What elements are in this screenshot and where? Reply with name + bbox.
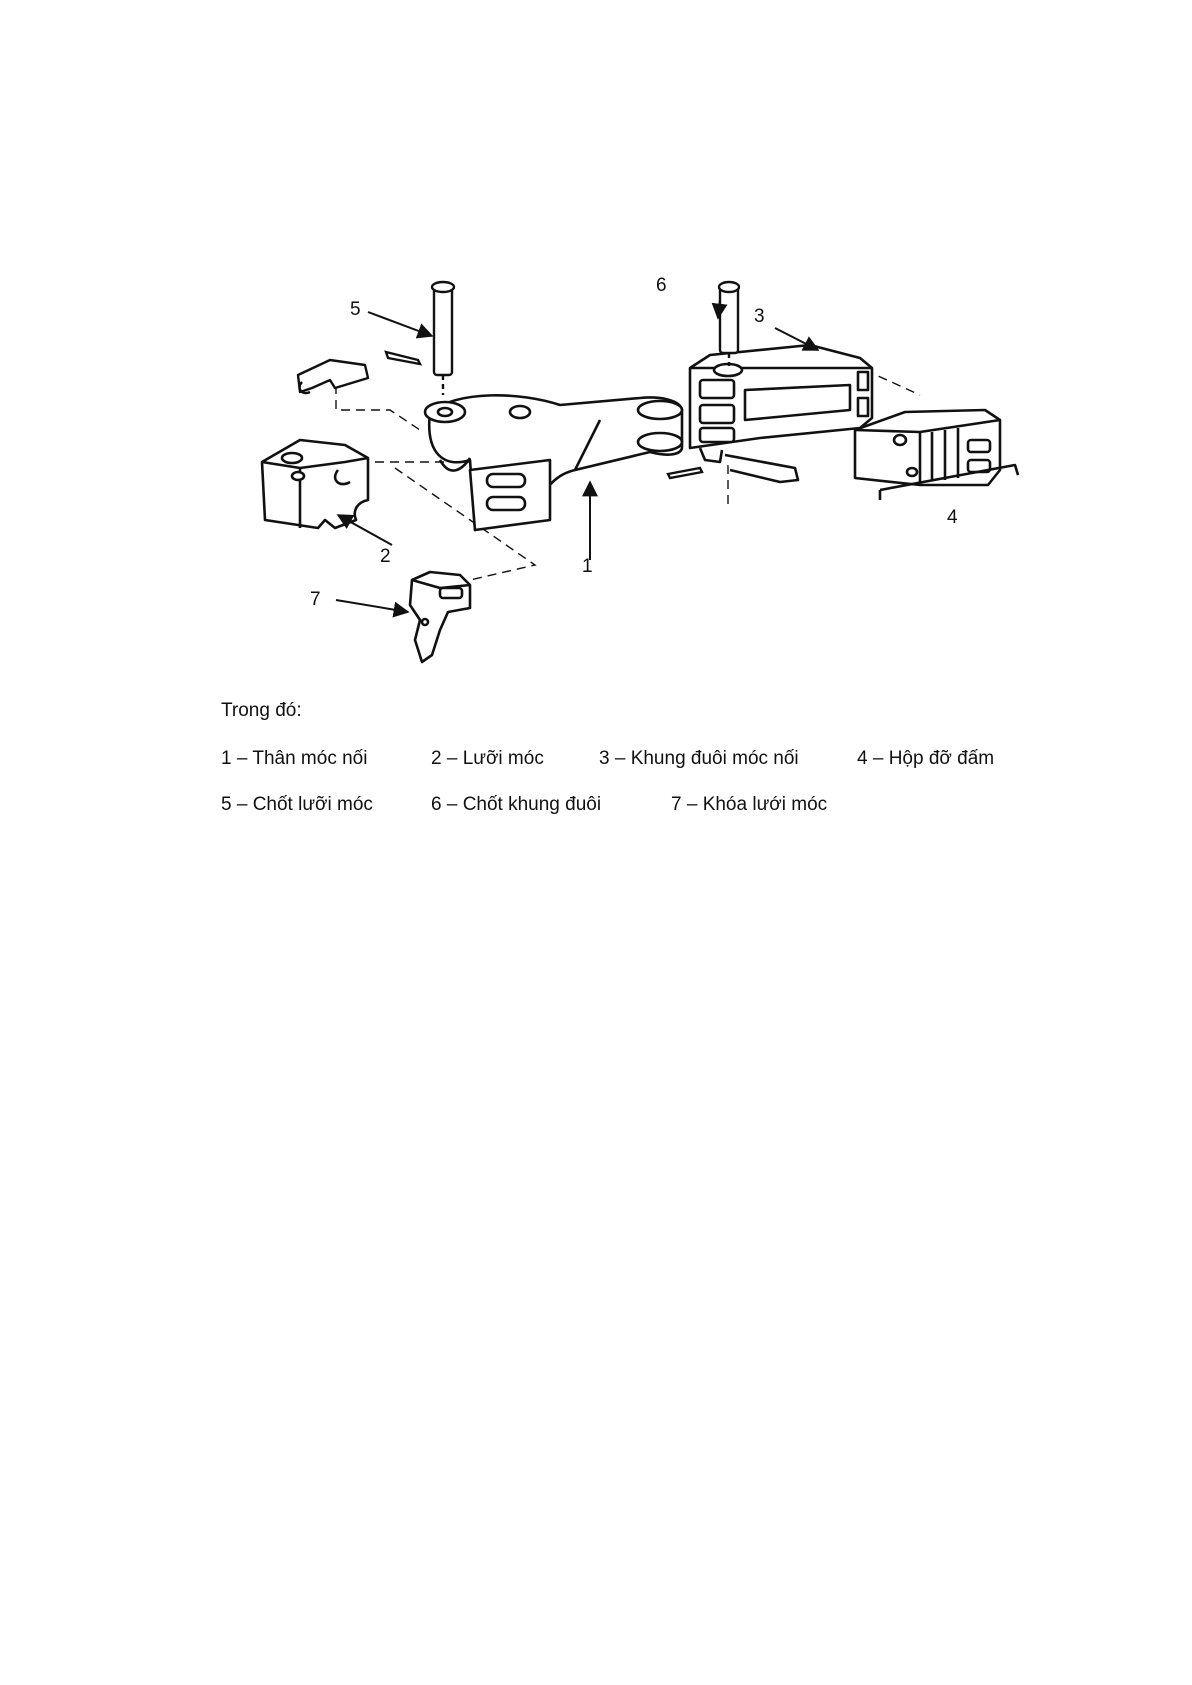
callout-3: 3 <box>754 306 765 327</box>
legend-item-yoke-pin: 6 – Chốt khung đuôi <box>431 794 602 815</box>
callout-6: 6 <box>656 275 667 296</box>
callout-4: 4 <box>947 507 958 528</box>
coupler-body-part <box>425 395 682 530</box>
knuckle-pin-part <box>386 282 454 395</box>
knuckle-lock-part <box>410 572 470 662</box>
legend-item-coupler-body: 1 – Thân móc nối <box>221 748 368 769</box>
callout-2: 2 <box>380 546 391 567</box>
callout-1: 1 <box>582 556 593 577</box>
callout-7: 7 <box>310 589 321 610</box>
legend-item-draft-gear: 4 – Hộp đỡ đấm <box>857 748 995 769</box>
draft-gear-part <box>855 410 1018 500</box>
callout-5: 5 <box>350 299 361 320</box>
yoke-part <box>690 345 872 482</box>
legend-item-knuckle-lock: 7 – Khóa lưới móc <box>671 794 828 815</box>
coupler-exploded-diagram <box>0 0 1192 700</box>
legend-item-knuckle: 2 – Lưỡi móc <box>431 748 544 769</box>
knuckle-part <box>262 440 368 528</box>
knuckle-thrower-part <box>298 360 368 393</box>
legend-title: Trong đó: <box>221 700 302 721</box>
legend-item-yoke: 3 – Khung đuôi móc nối <box>599 748 799 769</box>
legend-item-knuckle-pin: 5 – Chốt lưỡi móc <box>221 794 373 815</box>
